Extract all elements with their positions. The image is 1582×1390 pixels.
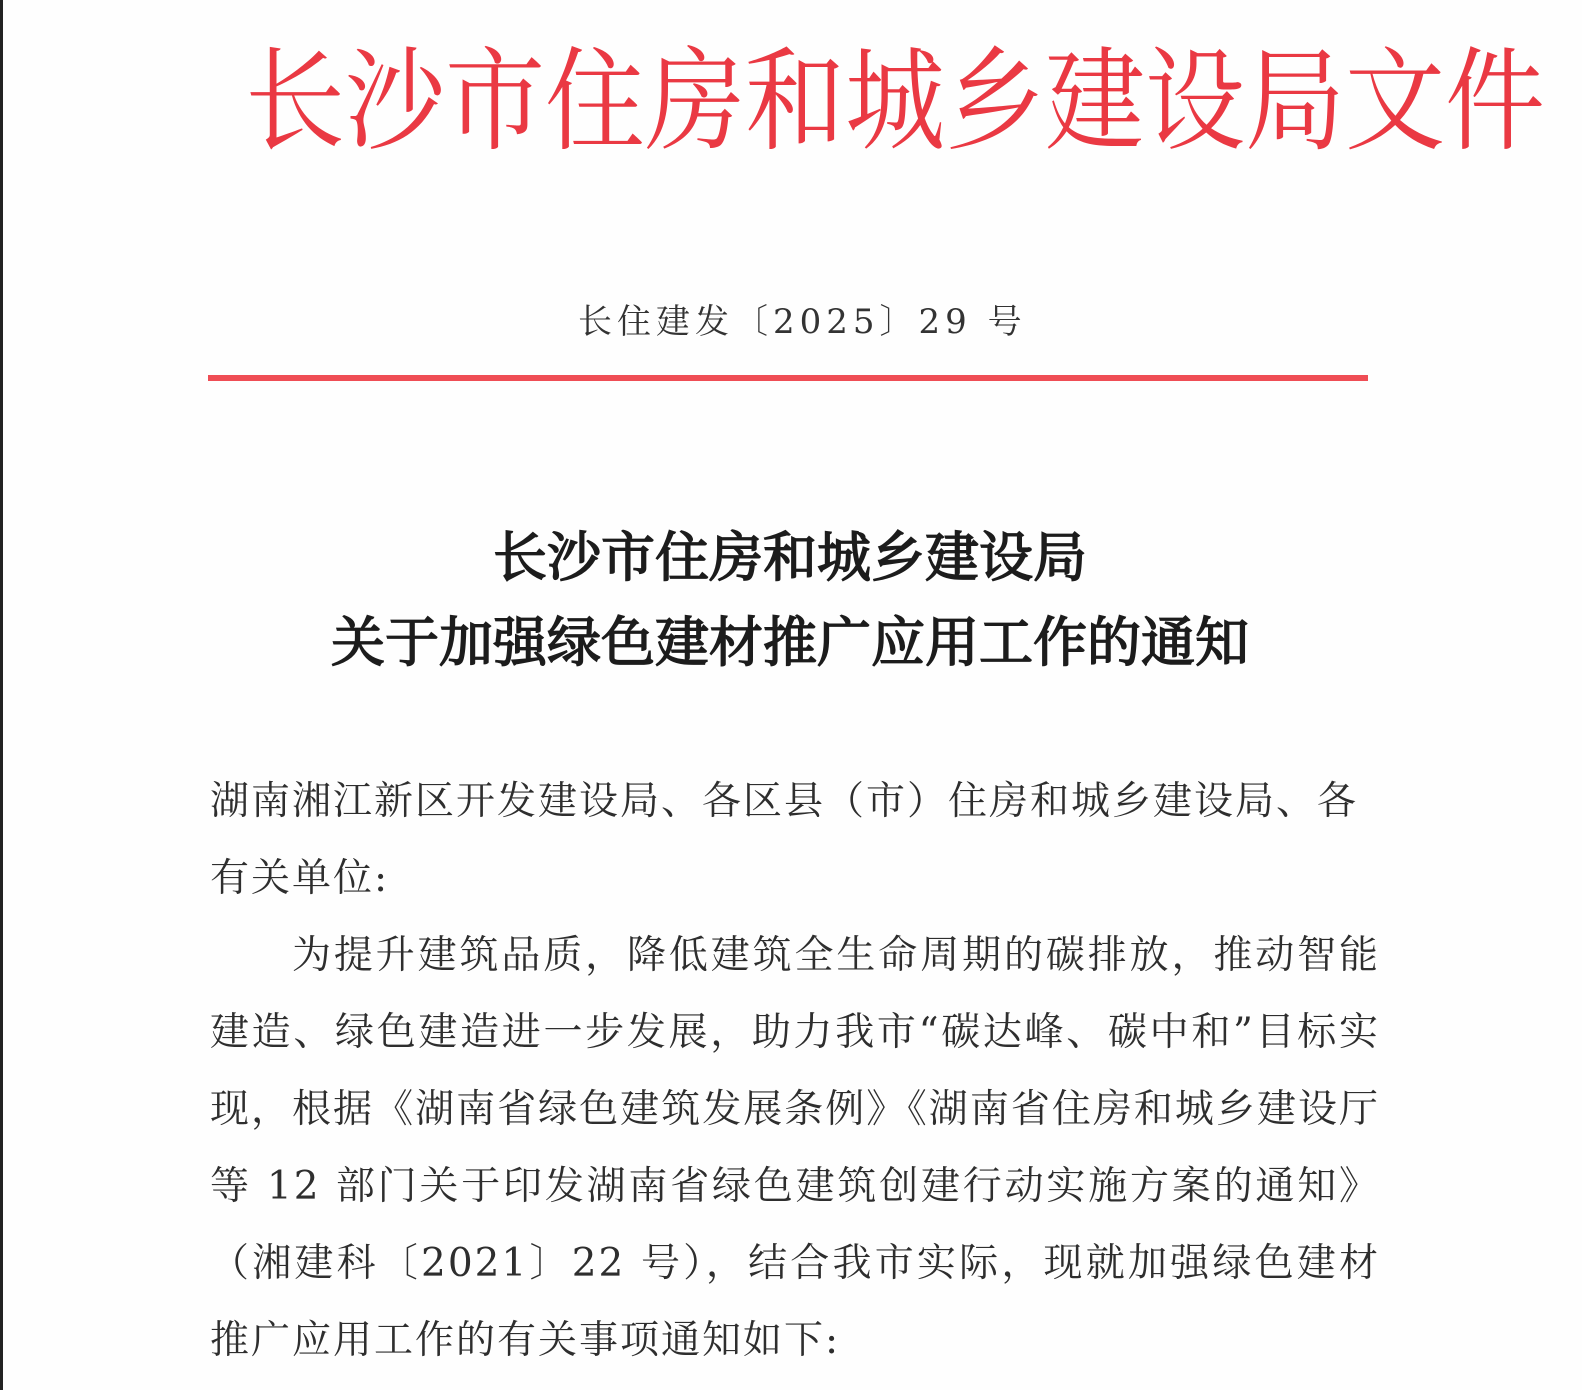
body-paragraph-1: 为提升建筑品质，降低建筑全生命周期的碳排放，推动智能建造、绿色建造进一步发展，助力我市“碳达峰、碳中和”目标实现，根据《湖南省绿色建筑发展条例》《湖南省住房和城乡建设厅等 12 部门关于印发湖南省绿色建筑创建行动实施方案的通知》（湘建科〔2021〕22 号），结合我市实际，现就加强绿色建材推广应用工作的有关事项通知如下: <box>210 933 1380 1363</box>
salutation: 湖南湘江新区开发建设局、各区县（市）住房和城乡建设局、各有关单位: <box>210 779 1359 901</box>
document-number: 长住建发〔2025〕29 号 <box>578 302 1027 342</box>
red-divider-line <box>208 375 1368 381</box>
document-title-line-1: 长沙市住房和城乡建设局 <box>493 525 1087 589</box>
page-left-edge <box>0 0 3 1390</box>
document-header: 长沙市住房和城乡建设局文件 <box>245 35 1545 167</box>
document-body <box>210 763 1380 1379</box>
document-title-line-2: 关于加强绿色建材推广应用工作的通知 <box>331 610 1249 674</box>
